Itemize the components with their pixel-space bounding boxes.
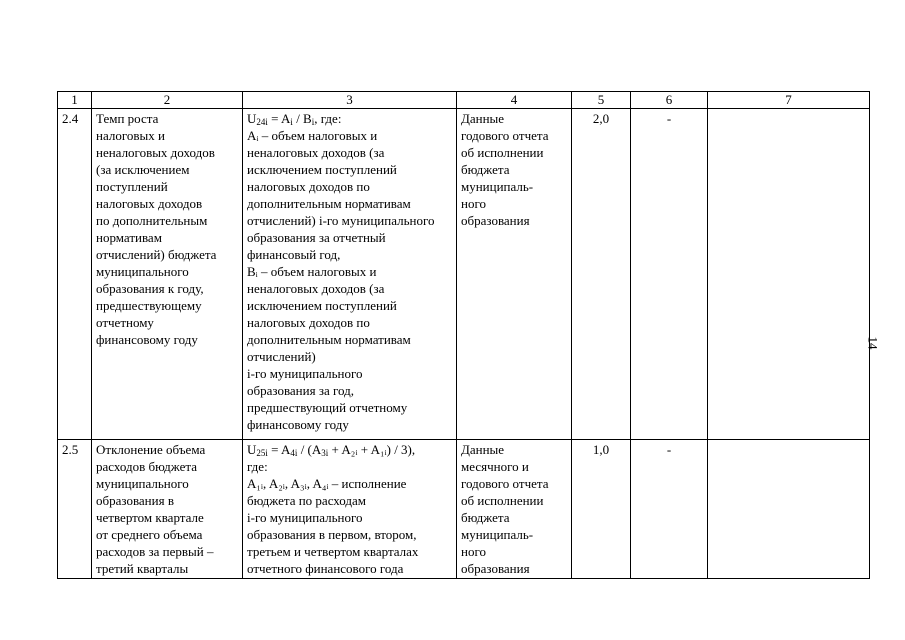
header-col-1: 1	[58, 92, 92, 109]
header-row	[58, 92, 870, 109]
header-col-5: 5	[572, 92, 631, 109]
indicator-name: Темп роста налоговых и неналоговых доходов (за исключением поступлений налоговых доходов по дополнительным нормативам отчислений) бюджета муниципального образования к году, предшествующему отчетному финансовому году	[92, 109, 243, 440]
data-source: Данные месячного и годового отчета об исполнении бюджета муниципаль- ного образования	[457, 440, 572, 579]
weight-value: 2,0	[572, 109, 631, 440]
col7-value	[708, 109, 870, 440]
row-number: 2.4	[58, 109, 92, 440]
formula-description: Aᵢ – объем налоговых и неналоговых доходов (за исключением поступлений налоговых доходов по дополнительным нормативам отчислений) i-го муниципального образования за отчетный финансовый год, Bᵢ – объем налоговых и неналоговых доходов (за исключением поступлений налоговых доходов по дополнительным нормативам отчислений) i-го муниципального образования за год, предшествующий отчетному финансовому году	[247, 128, 435, 432]
row-number: 2.5	[58, 440, 92, 579]
weight-value: 1,0	[572, 440, 631, 579]
header-col-6: 6	[631, 92, 708, 109]
formula-cell	[243, 440, 457, 579]
criteria-table	[57, 91, 870, 579]
indicator-name: Отклонение объема расходов бюджета муниципального образования в четвертом квартале от среднего объема расходов за первый – третий кварталы	[92, 440, 243, 579]
formula-description: A₁ᵢ, A₂ᵢ, A₃ᵢ, A₄ᵢ – исполнение бюджета по расходам i-го муниципального образования в первом, втором, третьем и четвертом кварталах отчетного финансового года	[247, 476, 419, 576]
header-col-3: 3	[243, 92, 457, 109]
col6-value: -	[631, 440, 708, 579]
formula-cell	[243, 109, 457, 440]
page-number: 14	[865, 336, 881, 350]
data-source: Данные годового отчета об исполнении бюджета муниципаль- ного образования	[457, 109, 572, 440]
col6-value: -	[631, 109, 708, 440]
col7-value	[708, 440, 870, 579]
formula-text: $U_{25i} = A_{4i} / (A_{3i}$ + A₂ᵢ + A₁ᵢ) / 3), где:	[247, 442, 416, 474]
table-row	[58, 440, 870, 579]
header-col-4: 4	[457, 92, 572, 109]
formula-text: $U_{24i} = A_i / B_i$, где:	[247, 111, 342, 127]
header-col-2: 2	[92, 92, 243, 109]
table-row	[58, 109, 870, 440]
header-col-7: 7	[708, 92, 870, 109]
